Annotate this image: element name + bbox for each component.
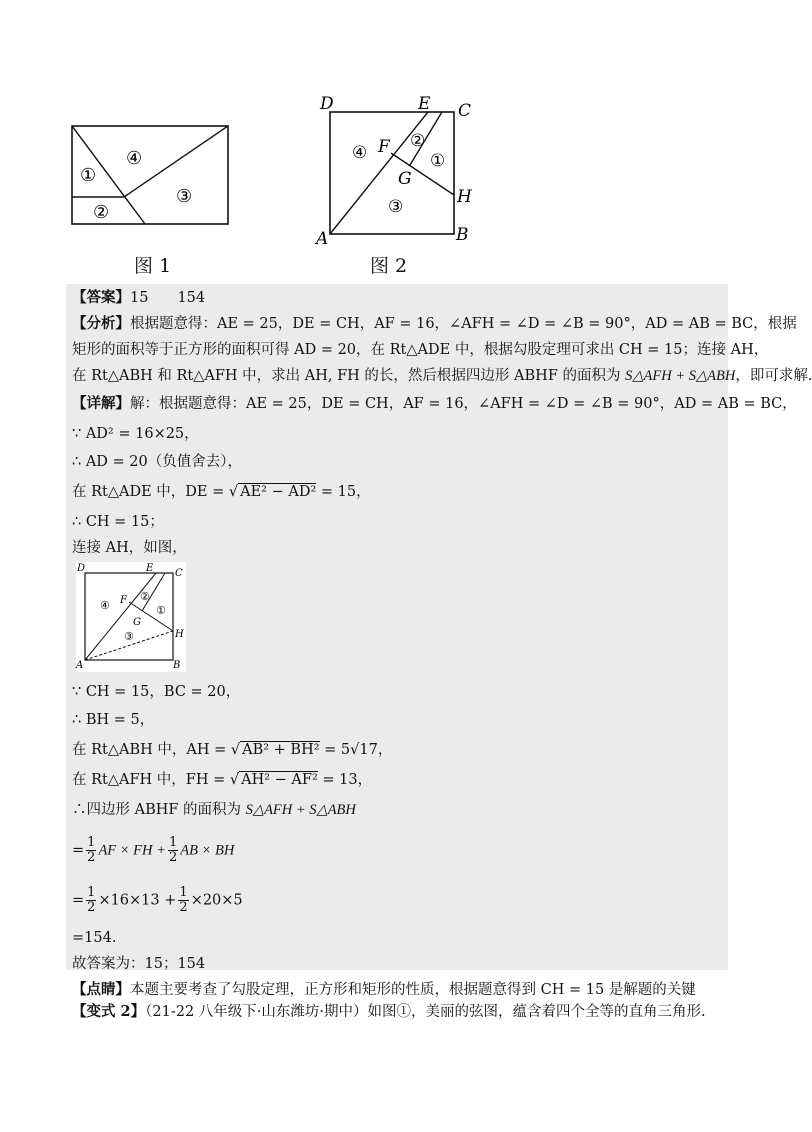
step-area-pre: ∴四边形 ABHF 的面积为 [72,802,242,818]
frac-den: 2 [179,900,188,915]
inner-region-2: ② [140,590,150,603]
vertex-d: D [320,94,334,114]
inner-vertex-f: F [120,595,127,606]
inner-vertex-d: D [77,563,86,574]
calc-line-2 [72,886,243,915]
step-area-expr: S△AFH + S△ABH [245,802,356,818]
fig2-region-2: ② [410,131,426,151]
vertex-b: B [456,225,469,245]
frac-den: 2 [168,850,178,865]
inner-vertex-b: B [173,660,181,671]
step-rt-ade: 在 Rt△ADE 中，DE = √ AE² − AD² = 15， [72,484,371,500]
inner-vertex-e: E [146,563,154,574]
answer-line [72,288,205,308]
inner-region-1: ① [156,604,166,617]
detail-text-1: 解：根据题意得：AE = 25，DE = CH，AF = 16，∠AFH = ∠D = ∠B = 90°，AD = AB = BC， [130,396,797,412]
figure-2-caption: 图 2 [370,255,408,277]
vertex-c: C [458,101,472,121]
frac-den: 2 [87,850,96,865]
step-rt-abh: 在 Rt△ABH 中，AH = √ AB² + BH² = 5√17， [72,742,393,758]
step-because-2: ∵ CH = 15，BC = 20， [72,684,241,700]
inner-vertex-a: A [76,660,84,671]
analysis-text-3b: ，即可求解. [735,368,812,384]
step-abh-post: = 5√17， [324,742,393,758]
step-rt-ade-pre: 在 Rt△ADE 中，DE = [72,484,225,500]
analysis-line-1 [72,314,797,334]
step-afh-radicand: AH² − AF² [241,772,318,788]
fig1-region-4: ④ [126,148,143,169]
final-answer: 故答案为：15；154 [72,956,206,972]
comment-text: 本题主要考查了勾股定理，正方形和矩形的性质，根据题意得到 CH = 15 是解题的关键 [130,982,696,998]
detail-line-1 [72,394,797,414]
figure-1-caption: 图 1 [134,255,172,277]
step-connect: 连接 AH，如图， [72,540,187,556]
calc-line-1 [72,836,234,865]
calc1-frac-a [86,836,96,865]
step-bh: ∴ BH = 5， [72,712,155,728]
answer-values: 15 154 [130,290,206,306]
analysis-tag: 【分析】 [72,315,130,332]
step-rt-ade-radicand: AE² − AD² [240,484,317,500]
solution-diagram [76,562,186,672]
vertex-f: F [378,137,390,157]
vertex-e: E [418,94,431,114]
calc1-eq: = [72,842,85,859]
vertex-g: G [398,169,412,189]
comment-line [72,980,696,1000]
step-therefore-1: ∴ AD = 20（负值舍去）， [72,454,242,470]
step-afh-pre: 在 Rt△AFH 中，FH = [72,772,226,788]
fig1-region-3: ③ [176,186,193,207]
frac-num: 1 [87,885,96,900]
step-rt-ade-post: = 15， [320,484,371,500]
variant-line [72,1002,706,1022]
variant-tag: 【变式 2】 [72,1003,146,1020]
calc2-text: ×16×13 + [98,892,177,909]
analysis-line-3 [72,366,812,386]
fig2-region-4: ④ [352,143,368,163]
calc2-eq: = [72,892,85,909]
inner-vertex-g: G [133,617,141,628]
vertex-a: A [316,229,329,249]
inner-vertex-h: H [175,629,184,640]
frac-num: 1 [168,835,178,850]
frac-num: 1 [179,885,188,900]
detail-tag: 【详解】 [72,395,130,412]
analysis-text-1: 根据题意得：AE = 25，DE = CH，AF = 16，∠AFH = ∠D = ∠B = 90°，AD = AB = BC，根据 [130,316,797,332]
calc2-frac-b [178,886,188,915]
step-afh-post: = 13， [322,772,373,788]
step-ch: ∴ CH = 15； [72,514,164,530]
fig1-region-1: ① [80,165,97,186]
fig2-region-3: ③ [388,197,404,217]
analysis-line-2: 矩形的面积等于正方形的面积可得 AD = 20，在 Rt△ADE 中，根据勾股定理可求出 CH = 15；连接 AH， [72,342,769,358]
fig1-region-2: ② [93,202,110,223]
calc2-text-b: ×20×5 [190,892,243,909]
frac-den: 2 [87,900,96,915]
frac-num: 1 [87,835,96,850]
comment-tag: 【点睛】 [72,981,130,998]
calc1-text: AF × FH + [98,842,166,859]
calc1-frac-b [168,836,178,865]
step-because-1: ∵ AD² = 16×25， [72,426,199,442]
figure-1-diagram [68,120,238,230]
fig2-region-1: ① [430,151,446,171]
inner-region-4: ④ [100,599,110,612]
step-abh-radicand: AB² + BH² [242,742,320,758]
calc2-frac-a [86,886,96,915]
variant-text: （21-22 八年级下·山东潍坊·期中）如图①，美丽的弦图，蕴含着四个全等的直角三角形. [145,1004,706,1020]
calc1-text-b: AB × BH [180,842,235,859]
inner-vertex-c: C [175,568,183,579]
vertex-h: H [457,187,472,207]
analysis-text-3a: 在 Rt△ABH 和 Rt△AFH 中，求出 AH, FH 的长，然后根据四边形 ABHF 的面积为 [72,368,621,384]
figure-2-diagram [312,92,482,250]
step-area [72,800,356,820]
answer-tag: 【答案】 [72,289,130,306]
step-rt-afh: 在 Rt△AFH 中，FH = √ AH² − AF² = 13， [72,772,373,788]
inner-region-3: ③ [124,630,134,643]
analysis-area-expr: S△AFH + S△ABH [625,368,736,384]
calc-line-3: =154. [72,930,117,946]
step-abh-pre: 在 Rt△ABH 中，AH = [72,742,227,758]
